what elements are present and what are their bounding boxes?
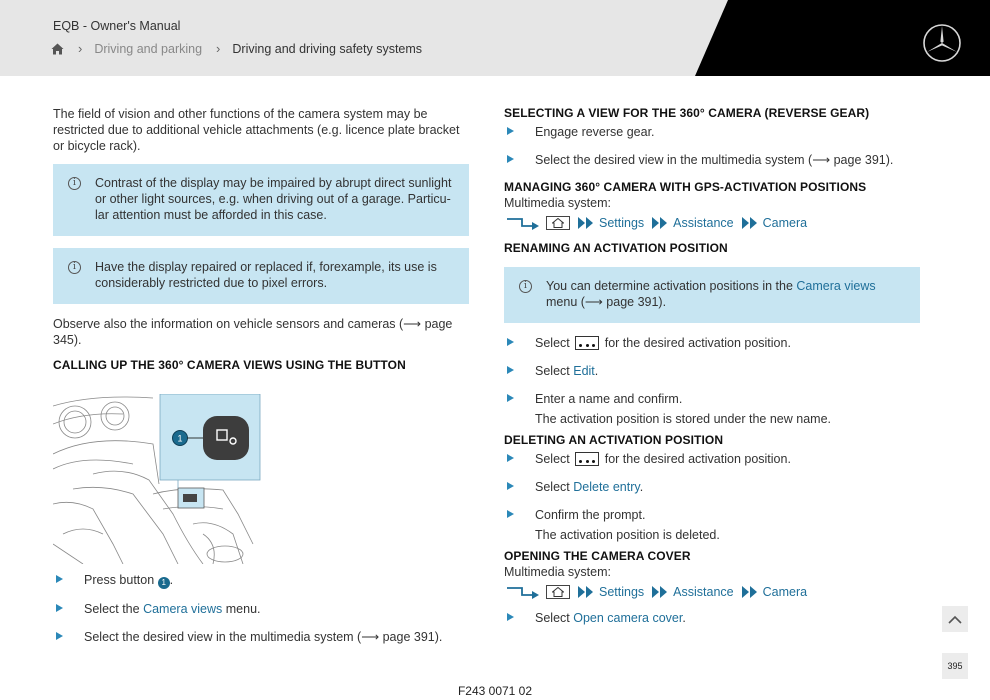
chevron-right-icon: ›: [78, 41, 83, 56]
home-button-icon[interactable]: [546, 585, 570, 599]
path-start-arrow-icon: [506, 585, 540, 599]
section-heading: SELECTING A VIEW FOR THE 360° CAMERA (REVERSE GEAR): [504, 106, 870, 120]
section-heading: CALLING UP THE 360° CAMERA VIEWS USING THE BUTTON: [53, 358, 406, 372]
bullet-arrow-icon: [507, 482, 514, 490]
bullet-arrow-icon: [507, 127, 514, 135]
list-item: [504, 124, 920, 140]
section-heading: DELETING AN ACTIVATION POSITION: [504, 433, 724, 447]
step-text: .: [639, 480, 644, 494]
path-camera[interactable]: Camera: [762, 216, 808, 230]
multimedia-label: Multimedia system:: [504, 565, 611, 579]
section-heading: MANAGING 360° CAMERA WITH GPS-ACTIVATION POSITIONS: [504, 180, 867, 194]
step-text: Enter a name and confirm.: [535, 392, 683, 406]
info-icon: i: [68, 177, 81, 190]
camera-views-link[interactable]: Camera views: [796, 279, 876, 293]
home-icon[interactable]: [51, 43, 64, 55]
camera-button-illustration: [53, 394, 261, 564]
step-text: Select the desired view in the multimedia system (⟶ page 391).: [84, 630, 443, 644]
bullet-arrow-icon: [507, 454, 514, 462]
list-item: [504, 335, 920, 351]
menu-path: [506, 582, 920, 602]
info-note: [53, 164, 469, 236]
more-options-icon[interactable]: [575, 452, 599, 466]
intro-text: The field of vision and other functions of the camera system may be restricted due to additional vehicle attachments (e.g. licence plate bracket or bicycle rack).: [53, 107, 460, 153]
bullet-arrow-icon: [507, 155, 514, 163]
list-item: [504, 610, 920, 626]
double-chevron-icon: [652, 586, 668, 598]
section-heading: OPENING THE CAMERA COVER: [504, 549, 691, 563]
step-text: Select the desired view in the multimedia system (⟶ page 391).: [535, 153, 894, 167]
info-note: [504, 267, 920, 323]
note-text: Contrast of the display may be impaired by abrupt direct sunlight or other light sources, e.g. when driving out of a garage. Particu-lar attention must be afforded in this case.: [95, 176, 452, 222]
path-settings[interactable]: Settings: [599, 216, 645, 230]
menu-path: [506, 213, 920, 233]
bullet-arrow-icon: [56, 632, 63, 640]
page-number-button[interactable]: 395: [942, 653, 968, 679]
step-text: .: [169, 573, 174, 587]
bullet-arrow-icon: [507, 613, 514, 621]
chevron-up-icon: [948, 615, 962, 624]
step-text: for the desired activation position.: [604, 336, 791, 350]
step-text: Confirm the prompt.: [535, 508, 646, 522]
dashboard-illustration: [53, 394, 261, 564]
step-text: Select: [535, 611, 570, 625]
step-text: menu.: [225, 602, 261, 616]
list-item: [53, 601, 469, 617]
info-note: [53, 248, 469, 304]
step-text: for the desired activation position.: [604, 452, 791, 466]
step-text: Select the: [84, 602, 140, 616]
note-text: Have the display repaired or replaced if, forexample, its use is considerably restricted due to pixel errors.: [95, 260, 437, 290]
multimedia-label: Multimedia system:: [504, 196, 611, 210]
double-chevron-icon: [742, 217, 758, 229]
left-column: [53, 106, 469, 657]
delete-entry-link[interactable]: Delete entry: [573, 480, 640, 494]
more-options-icon[interactable]: [575, 336, 599, 350]
step-text: Engage reverse gear.: [535, 125, 655, 139]
step-text: Select: [535, 480, 570, 494]
button-1-badge: 1: [158, 577, 170, 589]
mercedes-star-logo: [922, 23, 962, 63]
bullet-arrow-icon: [507, 394, 514, 402]
list-item: [53, 572, 469, 589]
camera-views-link[interactable]: Camera views: [143, 602, 223, 616]
step-text: Press button: [84, 573, 155, 587]
list-item: [504, 451, 920, 467]
path-assistance[interactable]: Assistance: [673, 216, 734, 230]
bullet-arrow-icon: [507, 510, 514, 518]
step-text: Select: [535, 452, 570, 466]
step-text: .: [682, 611, 686, 625]
path-assistance[interactable]: Assistance: [673, 585, 734, 599]
edit-link[interactable]: Edit: [573, 364, 595, 378]
step-text: Select: [535, 364, 570, 378]
step-result-text: The activation position is stored under the new name.: [535, 412, 832, 426]
double-chevron-icon: [578, 586, 594, 598]
path-camera[interactable]: Camera: [762, 585, 808, 599]
header-bar: [0, 0, 990, 76]
bullet-arrow-icon: [507, 366, 514, 374]
right-column: [504, 106, 920, 638]
breadcrumb-driving-and-parking[interactable]: Driving and parking: [94, 41, 203, 56]
breadcrumb-current: Driving and driving safety systems: [232, 41, 423, 56]
list-item: [504, 391, 920, 427]
list-item: [53, 629, 469, 645]
home-button-icon[interactable]: [546, 216, 570, 230]
bullet-arrow-icon: [56, 604, 63, 612]
breadcrumb: [51, 41, 422, 56]
path-start-arrow-icon: [506, 216, 540, 230]
list-item: [504, 479, 920, 495]
section-heading: RENAMING AN ACTIVATION POSITION: [504, 241, 728, 255]
bullet-arrow-icon: [507, 338, 514, 346]
step-text: Select: [535, 336, 570, 350]
manual-title: EQB - Owner's Manual: [53, 19, 181, 33]
open-camera-cover-link[interactable]: Open camera cover: [573, 611, 683, 625]
figure-code: F243 0071 02: [457, 684, 533, 698]
list-item: [504, 507, 920, 543]
note-text: You can determine activation positions in the: [546, 279, 793, 293]
double-chevron-icon: [742, 586, 758, 598]
double-chevron-icon: [578, 217, 594, 229]
note-text: menu (⟶ page 391).: [546, 295, 667, 309]
bullet-arrow-icon: [56, 575, 63, 583]
path-settings[interactable]: Settings: [599, 585, 645, 599]
chevron-right-icon: ›: [216, 41, 221, 56]
svg-text:1: 1: [177, 433, 183, 444]
step-result-text: The activation position is deleted.: [535, 528, 720, 542]
list-item: [504, 152, 920, 168]
double-chevron-icon: [652, 217, 668, 229]
step-text: .: [594, 364, 599, 378]
info-icon: i: [519, 280, 532, 293]
list-item: [504, 363, 920, 379]
scroll-to-top-button[interactable]: [942, 606, 968, 632]
info-icon: i: [68, 261, 81, 274]
observe-text: Observe also the information on vehicle sensors and cameras (⟶ page 345).: [53, 317, 453, 347]
